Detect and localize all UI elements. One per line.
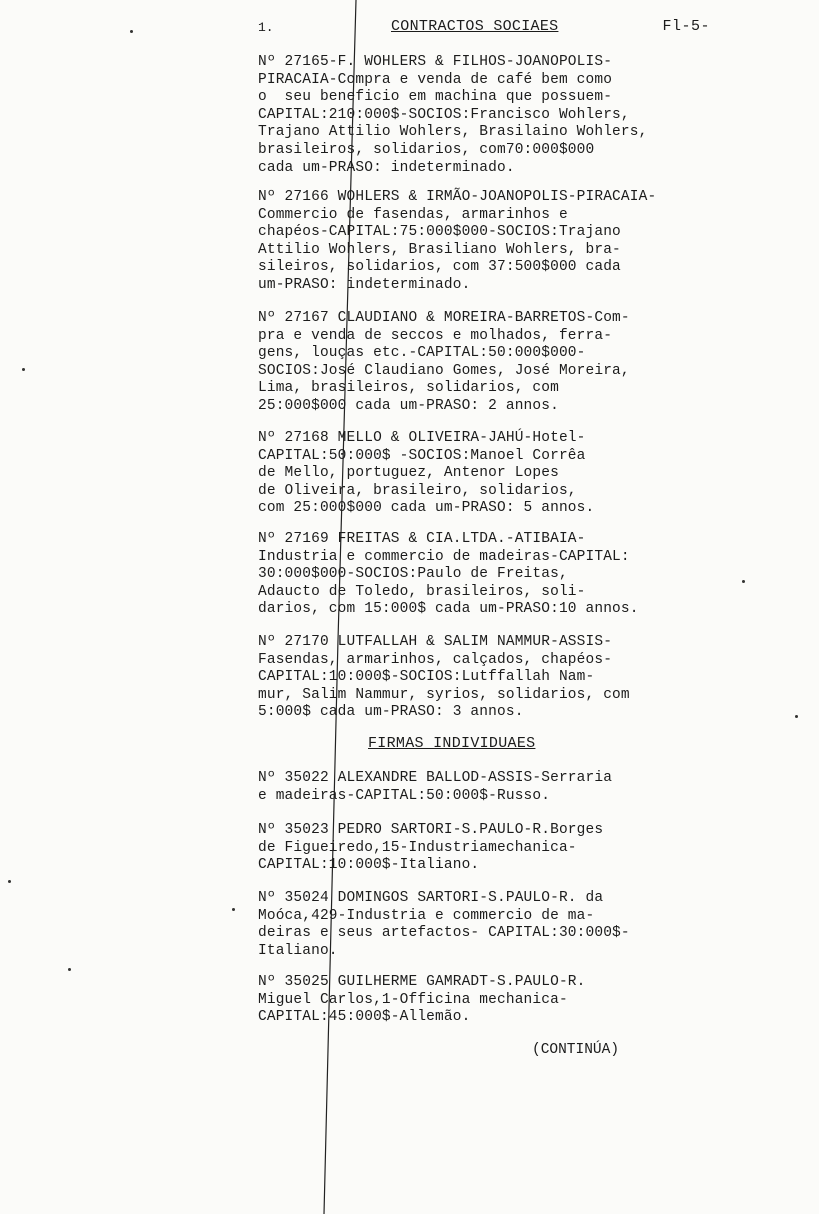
entry-line: 5:000$ cada um-PRASO: 3 annos. [258, 704, 524, 721]
entry-line: Nº 35024 DOMINGOS SARTORI-S.PAULO-R. da [258, 890, 604, 906]
contract-entry-27170 [258, 634, 718, 722]
entry-line: Adaucto de Toledo, brasileiros, soli- [258, 583, 586, 600]
entry-line: brasileiros, solidarios, com70:000$000 [258, 141, 595, 158]
continue-note: (CONTINÚA) [532, 1042, 620, 1058]
entry-line: Industria e commercio de madeiras-CAPITAL: [258, 548, 630, 565]
entry-line: cada um-PRASO: indeterminado. [258, 159, 515, 176]
entry-line: CAPITAL:10:000$-Italiano. [258, 857, 480, 874]
entry-line: Nº 27165-F. WOHLERS & FILHOS-JOANOPOLIS- [258, 54, 613, 70]
entry-line: Moóca,429-Industria e commercio de ma- [258, 907, 595, 924]
entry-line: gens, louças etc.-CAPITAL:50:000$000- [258, 345, 586, 362]
entry-line: um-PRASO: indeterminado. [258, 276, 471, 293]
entry-line: Italiano. [258, 942, 338, 959]
firm-entry-35023 [258, 822, 718, 875]
entry-line: com 25:000$000 cada um-PRASO: 5 annos. [258, 500, 595, 517]
scan-speck [8, 880, 11, 883]
entry-line: de Mello, portuguez, Antenor Lopes [258, 465, 559, 482]
entry-line: Nº 27169 FREITAS & CIA.LTDA.-ATIBAIA- [258, 531, 586, 547]
scan-speck [22, 368, 25, 371]
firm-entry-35022 [258, 770, 718, 805]
entry-line: Nº 27166 WOHLERS & IRMÃO-JOANOPOLIS-PIRACAIA- [258, 189, 657, 205]
entry-line: 30:000$000-SOCIOS:Paulo de Freitas, [258, 566, 568, 583]
entry-line: Attilio Wohlers, Brasiliano Wohlers, bra- [258, 241, 621, 258]
entry-line: de Oliveira, brasileiro, solidarios, [258, 482, 577, 499]
entry-line: Fasendas, armarinhos, calçados, chapéos- [258, 651, 613, 668]
scan-speck [130, 30, 133, 33]
entry-line: Nº 27170 LUTFALLAH & SALIM NAMMUR-ASSIS- [258, 634, 613, 650]
scan-speck [232, 908, 235, 911]
contract-entry-27166 [258, 189, 718, 295]
entry-line: Nº 27168 MELLO & OLIVEIRA-JAHÚ-Hotel- [258, 430, 586, 446]
entry-line: Nº 27167 CLAUDIANO & MOREIRA-BARRETOS-Com- [258, 310, 630, 326]
entry-line: CAPITAL:50:000$ -SOCIOS:Manoel Corrêa [258, 447, 586, 464]
entry-line: sileiros, solidarios, com 37:500$000 cada [258, 259, 621, 276]
entry-line: SOCIOS:José Claudiano Gomes, José Moreira, [258, 362, 630, 379]
entry-line: chapéos-CAPITAL:75:000$000-SOCIOS:Trajano [258, 224, 621, 241]
firm-entry-35025 [258, 974, 718, 1027]
section-title-firmas-individuaes: FIRMAS INDIVIDUAES [368, 735, 536, 752]
entry-line: CAPITAL:45:000$-Allemão. [258, 1009, 471, 1026]
entry-line: mur, Salim Nammur, syrios, solidarios, com [258, 686, 630, 703]
scan-speck [795, 715, 798, 718]
page-title: CONTRACTOS SOCIAES [391, 18, 559, 35]
entry-line: CAPITAL:210:000$-SOCIOS:Francisco Wohlers, [258, 106, 630, 123]
folio-number: Fl-5- [662, 18, 710, 35]
entry-line: Nº 35025 GUILHERME GAMRADT-S.PAULO-R. [258, 974, 586, 990]
entry-line: Nº 35022 ALEXANDRE BALLOD-ASSIS-Serraria [258, 770, 613, 786]
contract-entry-27168 [258, 430, 718, 518]
firm-entry-35024 [258, 890, 718, 960]
entry-line: e madeiras-CAPITAL:50:000$-Russo. [258, 787, 551, 804]
contract-entry-27167 [258, 310, 718, 416]
entry-line: de Figueiredo,15-Industriamechanica- [258, 839, 577, 856]
entry-line: Nº 35023 PEDRO SARTORI-S.PAULO-R.Borges [258, 822, 604, 838]
page-header [258, 18, 718, 40]
entry-line: o seu beneficio em machina que possuem- [258, 89, 613, 106]
entry-line: deiras e seus artefactos- CAPITAL:30:000$- [258, 925, 630, 942]
entry-line: Trajano Attilio Wohlers, Brasilaino Wohlers, [258, 124, 648, 141]
scan-speck [68, 968, 71, 971]
entry-line: darios, com 15:000$ cada um-PRASO:10 annos. [258, 601, 639, 618]
entry-line: Lima, brasileiros, solidarios, com [258, 380, 559, 397]
contract-entry-27169 [258, 531, 718, 619]
contract-entry-27165 [258, 54, 718, 177]
entry-line: 25:000$000 cada um-PRASO: 2 annos. [258, 397, 559, 414]
entry-line: pra e venda de seccos e molhados, ferra- [258, 327, 613, 344]
entry-line: PIRACAIA-Compra e venda de café bem como [258, 71, 613, 88]
entry-line: Miguel Carlos,1-Officina mechanica- [258, 991, 568, 1008]
entry-line: Commercio de fasendas, armarinhos e [258, 206, 568, 223]
page-mark: 1. [258, 20, 274, 35]
scan-speck [742, 580, 745, 583]
entry-line: CAPITAL:10:000$-SOCIOS:Lutffallah Nam- [258, 669, 595, 686]
